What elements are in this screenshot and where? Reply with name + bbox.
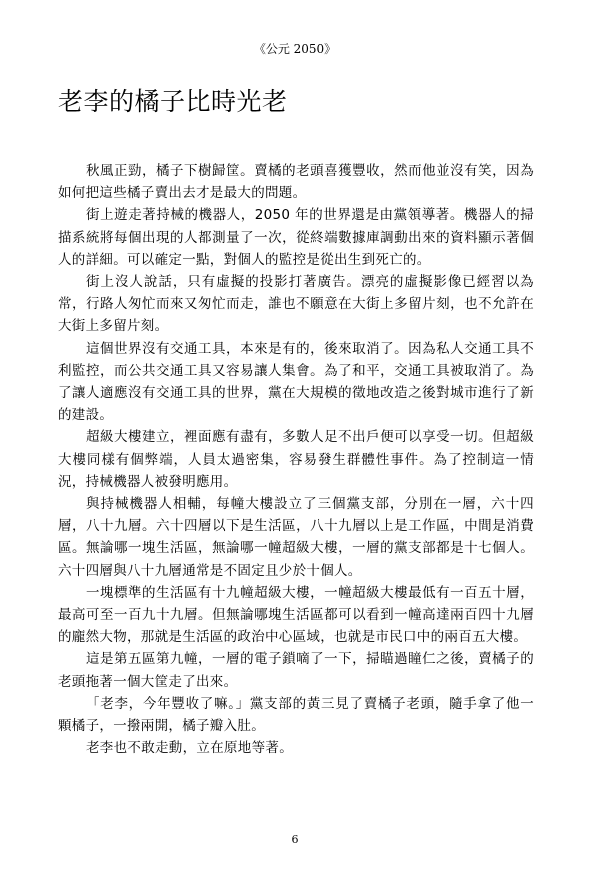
paragraph: 這個世界沒有交通工具，本來是有的，後來取消了。因為私人交通工具不利監控，而公共交通工具又容易讓人集會。為了和平，交通工具被取消了。為了讓人適應沒有交通工具的世界，黨在大規模的徵地改造之後對城市進行了新的建設。 xyxy=(58,340,534,424)
paragraph: 老李也不敢走動，立在原地等著。 xyxy=(86,740,293,757)
paragraph: 秋風正勁，橘子下樹歸筐。賣橘的老頭喜獲豐收，然而他並沒有笑，因為如何把這些橘子賣出去才是最大的問題。 xyxy=(58,163,534,202)
chapter-title: 老李的橘子比時光老 xyxy=(58,87,288,116)
page-number: 6 xyxy=(291,833,299,846)
paragraph: 這是第五區第九幢，一層的電子鎖嘀了一下，掃瞄過瞳仁之後，賣橘子的老頭拖著一個大筐走了出來。 xyxy=(58,651,534,690)
paragraph: 超級大樓建立，裡面應有盡有，多數人足不出戶便可以享受一切。但超級大樓同樣有個弊端，人員太過密集，容易發生群體性事件。為了控制這一情況，持械機器人被發明應用。 xyxy=(58,429,534,490)
running-header: 《公元 2050》 xyxy=(253,42,337,56)
body-text xyxy=(58,160,534,759)
paragraph: 街上沒人說話，只有虛擬的投影打著廣告。漂亮的虛擬影像已經習以為常，行路人匆忙而來又匆忙而走，誰也不願意在大街上多留片刻，也不允許在大街上多留片刻。 xyxy=(58,274,534,335)
paragraph: 「老李，今年豐收了嘛。」黨支部的黃三見了賣橘子老頭，隨手拿了他一顆橘子，一撥兩開，橘子瓣入肚。 xyxy=(58,695,534,735)
paragraph: 一塊標準的生活區有十九幢超級大樓，一幢超級大樓最低有一百五十層，最高可至一百九十九層。但無論哪塊生活區都可以看到一幢高達兩百四十九層的龐然大物，那就是生活區的政治中心區域，也就是市民口中的兩百五大樓。 xyxy=(58,584,534,646)
paragraph: 街上遊走著持械的機器人，2050 年的世界還是由黨領導著。機器人的掃描系統將每個出現的人都測量了一次，從終端數據庫調動出來的資料顯示著個人的詳細。可以確定一點，對個人的監控是從出生到死亡的。 xyxy=(58,207,534,268)
paragraph: 與持械機器人相輔，每幢大樓設立了三個黨支部，分別在一層，六十四層，八十九層。六十四層以下是生活區，八十九層以上是工作區，中間是消費區。無論哪一塊生活區，無論哪一幢超級大樓，一層的黨支部都是十七個人。六十四層與八十九層通常是不固定且少於十個人。 xyxy=(58,496,534,579)
